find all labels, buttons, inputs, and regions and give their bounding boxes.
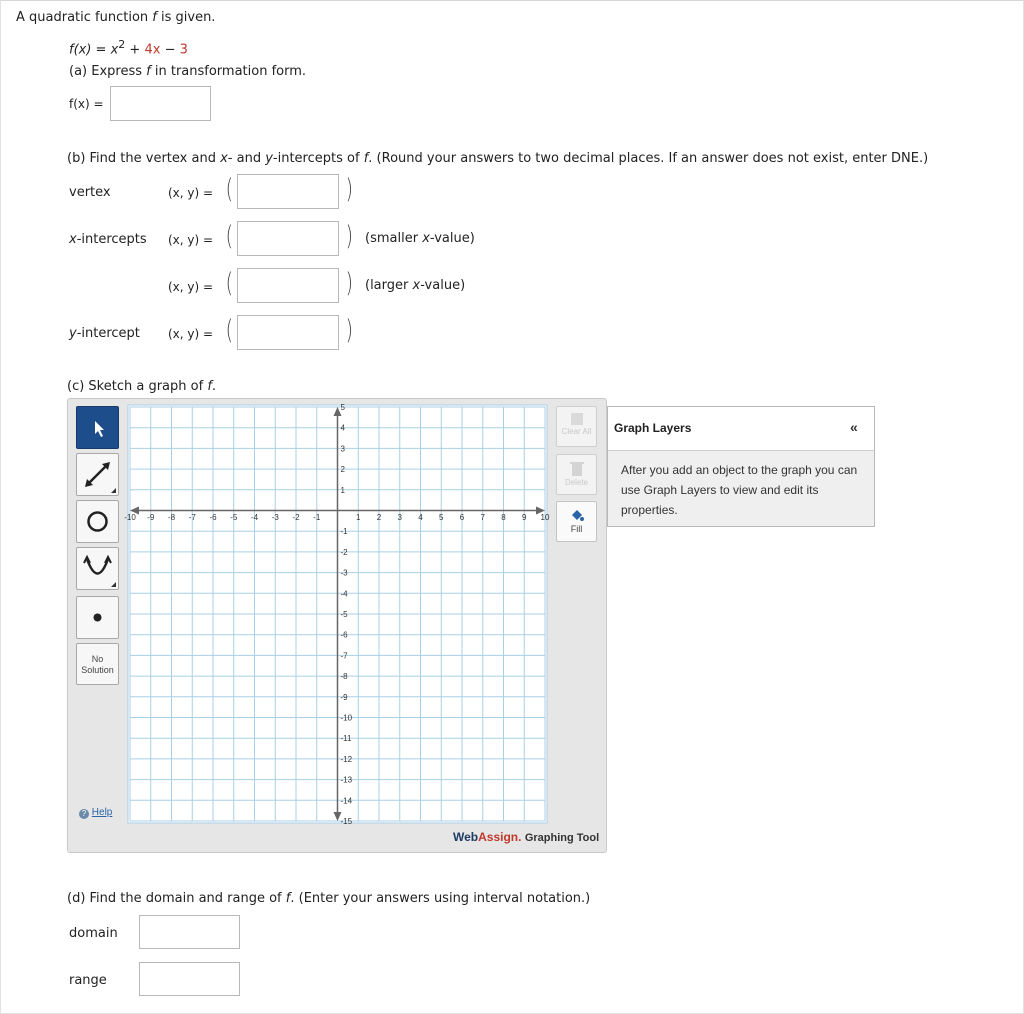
x-intercepts-label: x-intercepts (69, 232, 147, 247)
x-tick-label: -5 (230, 513, 238, 523)
y-int-close-paren: ) (345, 315, 353, 346)
x-tick-label: -10 (124, 513, 136, 523)
x-tick-label: -7 (188, 513, 196, 523)
graph-canvas[interactable] (124, 403, 550, 826)
x-tick-label: 5 (439, 513, 444, 523)
x-tick-label: -3 (271, 513, 279, 523)
webassign-brand: WebAssign. Graphing Tool (453, 830, 600, 844)
help-icon: ? (79, 809, 89, 819)
point-icon (77, 597, 118, 638)
x-intercept-smaller-input[interactable] (237, 221, 339, 256)
y-tick-label: -4 (340, 589, 348, 599)
y-tick-label: -7 (340, 651, 348, 661)
vertex-label: vertex (69, 185, 111, 200)
x-tick-label: -9 (147, 513, 155, 523)
x-intercept-larger-input[interactable] (237, 268, 339, 303)
y-int-xy-label: (x, y) = (168, 327, 214, 341)
x-tick-label: -1 (313, 513, 321, 523)
graph-layers-title: Graph Layers (614, 421, 692, 435)
y-tick-label: 4 (340, 423, 345, 433)
vertex-xy-label: (x, y) = (168, 186, 214, 200)
y-intercept-input[interactable] (237, 315, 339, 350)
domain-input[interactable] (139, 915, 240, 949)
x-tick-label: 6 (459, 513, 465, 523)
x-tick-label: -2 (292, 513, 300, 523)
y-tick-label: -15 (340, 817, 353, 826)
y-tick-label: 5 (340, 403, 345, 412)
x-tick-label: 4 (418, 513, 423, 523)
x-tick-label: -4 (250, 513, 259, 523)
smaller-x-value-note: (smaller x-value) (365, 231, 475, 246)
domain-label: domain (69, 926, 118, 941)
graph-layers-panel (607, 406, 875, 527)
pointer-arrow-icon (77, 407, 118, 448)
x-tick-label: 7 (480, 513, 485, 523)
y-tick-label: -5 (340, 610, 348, 619)
paint-bucket-icon (570, 508, 584, 522)
x-int-large-close-paren: ) (345, 268, 353, 299)
line-tool-button[interactable] (76, 453, 119, 496)
no-solution-button[interactable]: No Solution (76, 643, 119, 685)
circle-tool-button[interactable] (76, 500, 119, 543)
part-a-label: f(x) = (69, 97, 104, 111)
y-tick-label: 3 (340, 444, 345, 454)
y-tick-label: -3 (340, 568, 348, 578)
function-definition: $f(x) = x^2 + 4x - 3$ (69, 38, 188, 58)
y-tick-label: -6 (340, 630, 348, 640)
x-tick-label: -6 (209, 513, 217, 523)
part-a-prompt: (a) Express f in transformation form. (69, 64, 307, 79)
x-tick-label: 3 (397, 513, 402, 523)
parabola-tool-more-icon (111, 582, 116, 587)
y-intercept-label: y-intercept (69, 326, 140, 341)
y-tick-label: -8 (340, 672, 348, 682)
x-int-small-open-paren: ( (225, 221, 233, 252)
point-tool-button[interactable] (76, 596, 119, 639)
x-int-small-xy-label: (x, y) = (168, 233, 214, 247)
larger-x-value-note: (larger x-value) (365, 278, 466, 293)
y-tick-label: 1 (340, 485, 345, 495)
circle-icon (77, 501, 118, 542)
x-tick-label: -8 (167, 513, 176, 523)
x-int-large-xy-label: (x, y) = (168, 280, 214, 294)
y-tick-label: -14 (340, 796, 353, 806)
x-int-large-open-paren: ( (225, 268, 233, 299)
vertex-close-paren: ) (345, 174, 353, 205)
x-int-small-close-paren: ) (345, 221, 353, 252)
y-tick-label: 2 (340, 465, 345, 475)
y-tick-label: -2 (340, 547, 348, 557)
transformation-form-input[interactable] (110, 86, 211, 121)
collapse-layers-icon[interactable]: « (850, 419, 858, 435)
trash-icon (570, 461, 584, 477)
y-tick-label: -10 (340, 713, 353, 723)
fill-button[interactable]: Fill (556, 501, 597, 542)
x-tick-label: 2 (376, 513, 382, 523)
y-tick-label: -13 (340, 775, 353, 785)
range-label: range (69, 973, 107, 988)
x-tick-label: 10 (540, 513, 550, 523)
y-int-open-paren: ( (225, 315, 233, 346)
y-tick-label: -12 (340, 754, 353, 764)
x-tick-label: 9 (522, 513, 527, 523)
x-tick-label: 1 (356, 513, 361, 523)
graph-layers-description: After you add an object to the graph you can use Graph Layers to view and edit its properties. (621, 463, 858, 517)
part-c-prompt: (c) Sketch a graph of f. (67, 379, 217, 394)
delete-button[interactable]: Delete (556, 454, 597, 495)
part-d-prompt: (d) Find the domain and range of f. (Enter your answers using interval notation.) (67, 891, 591, 906)
parabola-tool-button[interactable] (76, 547, 119, 590)
part-b-prompt: (b) Find the vertex and x- and y-intercepts of f. (Round your answers to two decimal places. If an answer does not exist, enter DNE.) (67, 151, 929, 166)
vertex-open-paren: ( (225, 174, 233, 205)
clear-all-icon (571, 413, 583, 425)
intro-text: A quadratic function f is given. (16, 10, 216, 25)
y-tick-label: -1 (340, 527, 348, 537)
graph-layers-header[interactable] (608, 407, 874, 451)
range-input[interactable] (139, 962, 240, 996)
y-tick-label: -9 (340, 692, 348, 702)
help-link[interactable]: ? Help (79, 807, 112, 819)
clear-all-button[interactable]: Clear All (556, 406, 597, 447)
pointer-tool-button[interactable] (76, 406, 119, 449)
x-tick-label: 8 (501, 513, 506, 523)
vertex-input[interactable] (237, 174, 339, 209)
y-tick-label: -11 (340, 734, 352, 744)
line-tool-more-icon (111, 488, 116, 493)
